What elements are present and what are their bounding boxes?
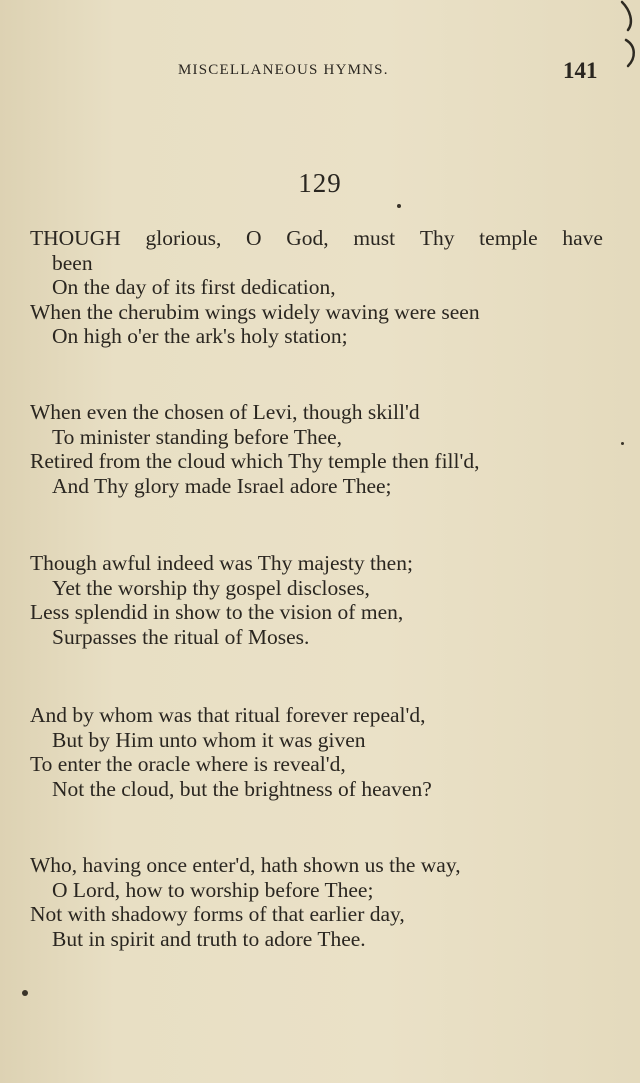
verse-line: Not the cloud, but the brightness of heaven? <box>52 776 432 801</box>
verse-word: God, <box>286 226 329 250</box>
stanza-3 <box>30 551 610 649</box>
verse-word: glorious, <box>145 226 222 250</box>
verse-line: O Lord, how to worship before Thee; <box>52 877 374 902</box>
verse-line: Though awful indeed was Thy majesty then; <box>30 551 413 575</box>
verse-line: Surpasses the ritual of Moses. <box>52 624 310 649</box>
verse-line: Less splendid in show to the vision of men, <box>30 600 404 625</box>
verse-line: Retired from the cloud which Thy temple then fill'd, <box>30 449 480 474</box>
verse-line: On high o'er the ark's holy station; <box>52 324 348 349</box>
verse-line: Who, having once enter'd, hath shown us the way, <box>30 853 461 877</box>
verse-line: But by Him unto whom it was given <box>52 727 366 752</box>
verse-line: Yet the worship thy gospel discloses, <box>52 575 370 600</box>
verse-line <box>30 226 603 251</box>
stanza-5 <box>30 853 610 951</box>
verse-line: To minister standing before Thee, <box>52 424 343 449</box>
verse-line: To enter the oracle where is reveal'd, <box>30 752 346 777</box>
verse-line: When even the chosen of Levi, though skill'd <box>30 400 420 424</box>
stanza-2 <box>30 400 610 498</box>
ink-speck <box>397 204 401 208</box>
verse-word: Thy <box>419 226 455 250</box>
verse-line: And by whom was that ritual forever repeal'd, <box>30 703 426 727</box>
hymn-number: 129 <box>298 168 342 198</box>
verse-word: must <box>353 226 396 250</box>
verse-line: When the cherubim wings widely waving were seen <box>30 299 480 324</box>
running-title: MISCELLANEOUS HYMNS. <box>178 62 389 78</box>
page-edge-curl <box>616 0 640 72</box>
ink-speck <box>621 442 624 445</box>
verse-line: And Thy glory made Israel adore Thee; <box>52 473 392 498</box>
page-number: 141 <box>563 58 598 83</box>
stanza-1 <box>30 226 610 349</box>
verse-word: THOUGH <box>30 226 121 250</box>
verse-word: O <box>246 226 262 250</box>
verse-line: On the day of its first dedication, <box>52 275 336 300</box>
verse-word: temple <box>479 226 538 250</box>
verse-line: But in spirit and truth to adore Thee. <box>52 926 366 951</box>
stanza-4 <box>30 703 610 801</box>
verse-line: been <box>52 250 93 275</box>
verse-line: Not with shadowy forms of that earlier day, <box>30 902 405 927</box>
verse-word: have <box>562 226 603 250</box>
ink-speck <box>22 990 28 996</box>
